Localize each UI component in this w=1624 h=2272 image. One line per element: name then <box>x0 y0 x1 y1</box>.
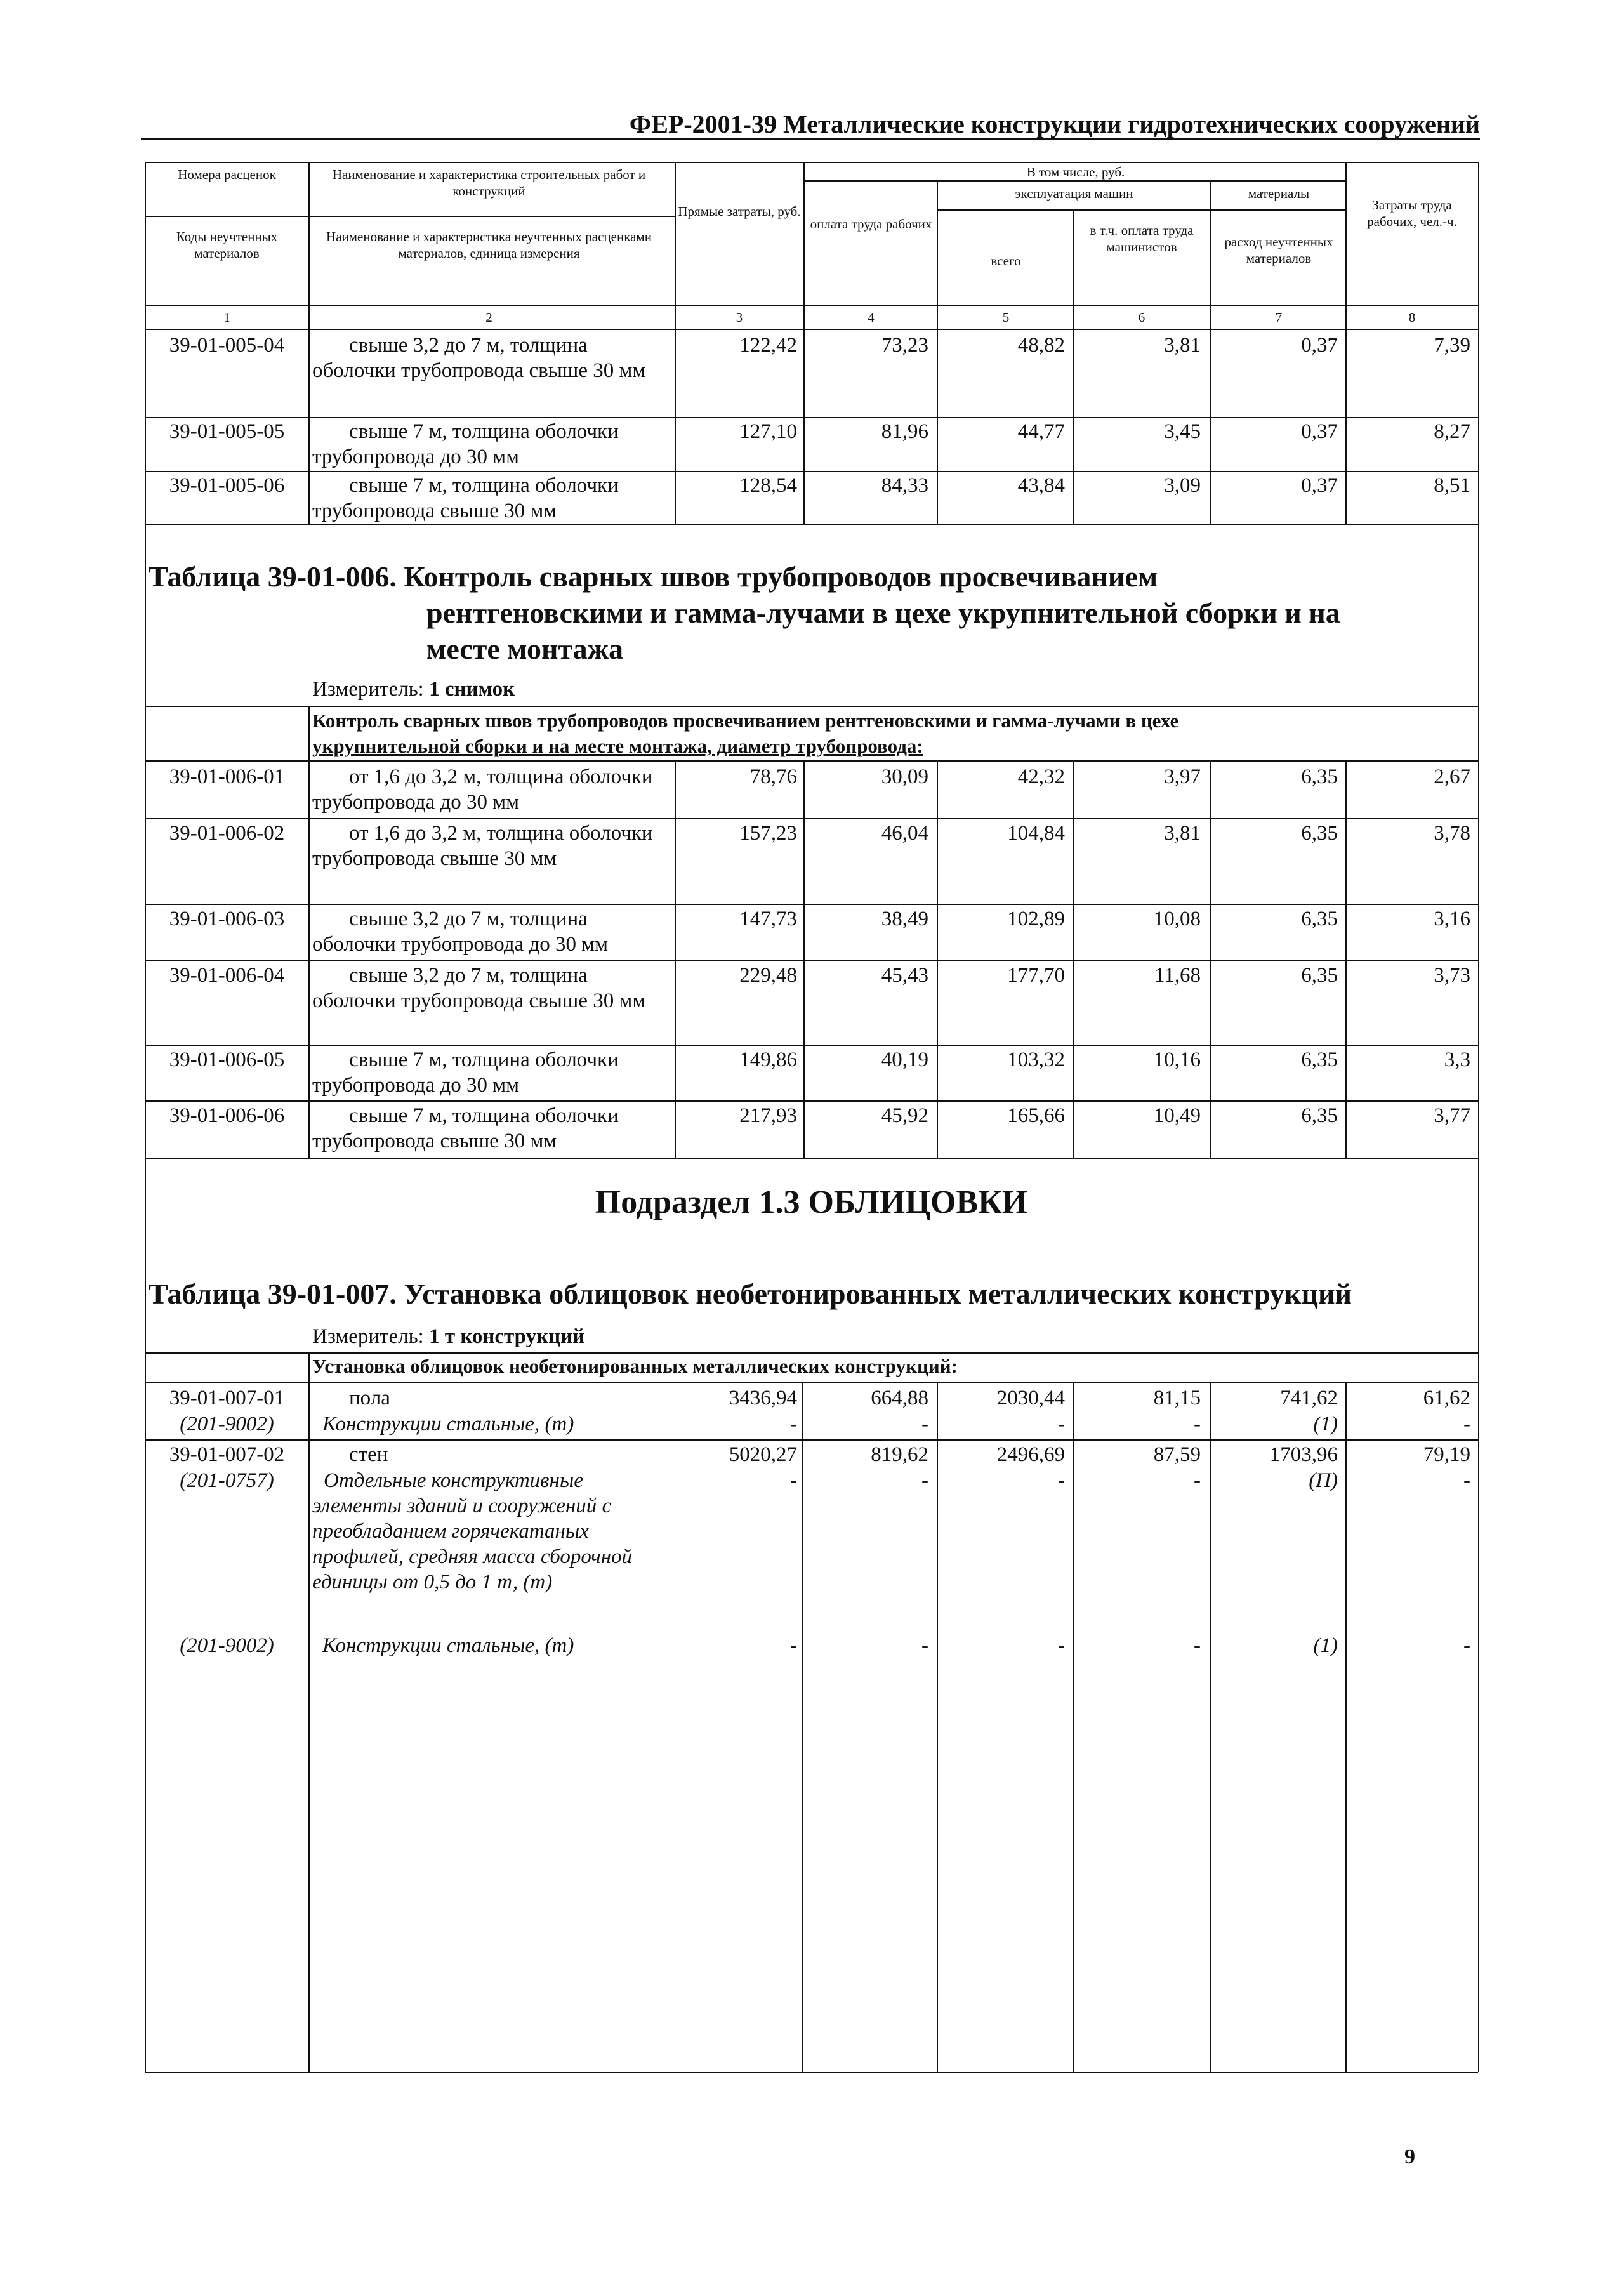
table3-measure-label: Измеритель: <box>312 1325 424 1348</box>
t3-r1-name: пола <box>349 1387 390 1410</box>
t2-r1-code: 39-01-006-01 <box>169 765 285 788</box>
t3-r2-code: (201-9002) <box>180 1413 274 1436</box>
t2-r4-machinist: 11,68 <box>1154 964 1201 987</box>
t2-r2-machines: 104,84 <box>1007 822 1065 845</box>
t2-r2-machinist: 3,81 <box>1164 822 1201 845</box>
t3-r4-machinist: - <box>1194 1469 1201 1492</box>
hdr-line-machines <box>938 209 1345 211</box>
t3-group-bottom <box>145 1382 1478 1383</box>
t2-r4-code: 39-01-006-04 <box>169 964 285 987</box>
table2-group-line1: Контроль сварных швов трубопроводов просвечиванием рентгеновскими и гамма-лучами в цехе <box>312 710 1179 732</box>
t3-r5-machines: - <box>1058 1634 1065 1657</box>
t2-r2-code: 39-01-006-02 <box>169 822 285 845</box>
t3-r2-materials: (1) <box>1313 1413 1338 1436</box>
t3-r1-machinist: 81,15 <box>1153 1387 1201 1410</box>
t3-r3-direct: 5020,27 <box>729 1443 797 1466</box>
t2-r6-machinist: 10,49 <box>1153 1104 1201 1127</box>
t3-r2-machinist: - <box>1194 1413 1201 1436</box>
t1-r1-materials: 0,37 <box>1301 334 1338 357</box>
t3-r4-machines: - <box>1058 1469 1065 1492</box>
t1-r3-labor: 8,51 <box>1434 474 1470 497</box>
col-direct: Прямые затраты, руб. <box>678 204 801 219</box>
t1-r3-materials: 0,37 <box>1301 474 1338 497</box>
table2-group-line2: укрупнительной сборки и на месте монтажа, диаметр трубопровода: <box>312 735 923 757</box>
t3-r1-direct: 3436,94 <box>729 1387 797 1410</box>
t2-r3-machines: 102,89 <box>1007 908 1065 930</box>
vline-1 <box>308 162 310 524</box>
t1-r1-name: свыше 3,2 до 7 м, толщина оболочки трубопровода свыше 30 мм <box>312 334 646 382</box>
t3-r2-name: Конструкции стальные, (т) <box>322 1413 574 1436</box>
t1-r2-machinist: 3,45 <box>1164 420 1201 443</box>
t2-sep-5 <box>145 1100 1478 1102</box>
t1-r1-machines: 48,82 <box>1017 334 1065 357</box>
col-including: В том числе, руб. <box>1026 164 1125 180</box>
t3-r5-materials: (1) <box>1313 1634 1338 1657</box>
t2-r3-machinist: 10,08 <box>1153 908 1201 930</box>
t3-r3-materials: 1703,96 <box>1269 1443 1338 1466</box>
t3-r3-machinist: 87,59 <box>1153 1443 1201 1466</box>
col-num-7: 7 <box>1275 310 1283 325</box>
t3-r3-machines: 2496,69 <box>996 1443 1065 1466</box>
t3-vline-2 <box>802 1382 803 2072</box>
t2-r3-direct: 147,73 <box>739 908 797 930</box>
t2-r1-labor: 2,67 <box>1434 765 1470 788</box>
t1-row-sep-1 <box>145 417 1478 418</box>
table2-title-line3: месте монтажа <box>426 633 623 665</box>
page-number: 9 <box>1404 2145 1415 2169</box>
t2-r6-labor: 3,77 <box>1434 1104 1470 1127</box>
t2-r1-name: от 1,6 до 3,2 м, толщина оболочки трубопровода до 30 мм <box>312 765 653 814</box>
t3-r1-labor: 61,62 <box>1423 1387 1470 1410</box>
t1-r3-machines: 43,84 <box>1017 474 1065 497</box>
t2-r2-materials: 6,35 <box>1301 822 1338 845</box>
t1-r1-machinist: 3,81 <box>1164 334 1201 357</box>
frame-right <box>1478 162 1479 2072</box>
t3-r5-name: Конструкции стальные, (т) <box>322 1634 574 1657</box>
t3-r4-code: (201-0757) <box>180 1469 274 1492</box>
t2-r2-direct: 157,23 <box>739 822 797 845</box>
t3-r1-materials: 741,62 <box>1280 1387 1338 1410</box>
t2-r5-direct: 149,86 <box>739 1048 797 1071</box>
t2-sep-4 <box>145 1045 1478 1046</box>
t3-r4-direct: - <box>790 1469 797 1492</box>
col-unaccounted: расход неучтенных материалов <box>1224 234 1333 266</box>
t1-bottom <box>145 524 1478 525</box>
t2-r5-name: свыше 7 м, толщина оболочки трубопровода до 30 мм <box>312 1048 619 1097</box>
t1-r3-labor-pay: 84,33 <box>881 474 928 497</box>
t3-r5-direct: - <box>790 1634 797 1657</box>
t3-sep-1 <box>145 1439 1478 1441</box>
table2-measure <box>312 678 515 701</box>
t1-r2-name: свыше 7 м, толщина оболочки трубопровода до 30 мм <box>312 420 619 468</box>
t1-r1-labor-pay: 73,23 <box>881 334 928 357</box>
t3-r5-labor: - <box>1463 1634 1470 1657</box>
t2-r6-code: 39-01-006-06 <box>169 1104 285 1127</box>
col-machines: эксплуатация машин <box>1015 186 1133 201</box>
t2-group-bottom <box>145 760 1478 762</box>
t3-r2-labor-pay: - <box>921 1413 928 1436</box>
t2-r5-materials: 6,35 <box>1301 1048 1338 1071</box>
t3-r3-code: 39-01-007-02 <box>169 1443 285 1466</box>
frame-bottom <box>145 2072 1478 2073</box>
t1-r1-direct: 122,42 <box>739 334 797 357</box>
t2-r6-labor-pay: 45,92 <box>881 1104 928 1127</box>
table2-measure-label: Измеритель: <box>312 678 424 701</box>
t3-r3-labor-pay: 819,62 <box>871 1443 928 1466</box>
t2-vline-3 <box>803 760 805 1158</box>
t3-r4-materials: (П) <box>1309 1469 1338 1492</box>
t1-r2-machines: 44,77 <box>1017 420 1065 443</box>
col-num-2: 2 <box>485 310 492 325</box>
col-labor: Затраты труда рабочих, чел.-ч. <box>1367 197 1457 229</box>
t2-vline-6 <box>1210 760 1211 1158</box>
t2-r5-code: 39-01-006-05 <box>169 1048 285 1071</box>
t3-r4-labor: - <box>1463 1469 1470 1492</box>
t1-r2-materials: 0,37 <box>1301 420 1338 443</box>
t1-r3-code: 39-01-005-06 <box>169 474 285 497</box>
t2-r4-machines: 177,70 <box>1007 964 1065 987</box>
t1-r1-code: 39-01-005-04 <box>169 334 285 357</box>
hdr-line-including <box>805 180 1345 182</box>
vline-2 <box>675 162 676 524</box>
col-labor-pay: оплата труда рабочих <box>810 216 932 232</box>
t2-r2-name: от 1,6 до 3,2 м, толщина оболочки трубопровода свыше 30 мм <box>312 822 653 870</box>
t3-r2-direct: - <box>790 1413 797 1436</box>
col-num-5: 5 <box>1002 310 1010 325</box>
t2-vline-5 <box>1073 760 1074 1158</box>
t2-r1-labor-pay: 30,09 <box>881 765 928 788</box>
col-materials: материалы <box>1248 186 1310 201</box>
table2-title-line1: Таблица 39-01-006. Контроль сварных швов трубопроводов просвечиванием <box>149 560 1158 593</box>
running-header: ФЕР-2001-39 Металлические конструкции гидротехнических сооружений <box>629 110 1480 138</box>
t2-r6-machines: 165,66 <box>1007 1104 1065 1127</box>
t2-top <box>145 706 1478 707</box>
table-top-border <box>145 162 1478 163</box>
t2-r3-code: 39-01-006-03 <box>169 908 285 930</box>
t2-vline-4 <box>937 760 938 1158</box>
t2-sep-2 <box>145 904 1478 905</box>
header-rule <box>141 138 1480 140</box>
hdr-line-nums <box>145 329 1478 330</box>
t2-vline-7 <box>1345 760 1347 1158</box>
subsection-title: Подраздел 1.3 ОБЛИЦОВКИ <box>595 1184 1028 1220</box>
t2-r3-name: свыше 3,2 до 7 м, толщина оболочки трубопровода до 30 мм <box>312 908 609 956</box>
col-name-top: Наименование и характеристика строительных работ и конструкций <box>332 167 646 199</box>
table3-group: Установка облицовок необетонированных металлических конструкций: <box>312 1355 958 1377</box>
table3-measure-value: 1 т конструкций <box>429 1325 585 1348</box>
t3-r5-machinist: - <box>1194 1634 1201 1657</box>
t3-r1-code: 39-01-007-01 <box>169 1387 285 1410</box>
t3-r1-machines: 2030,44 <box>996 1387 1065 1410</box>
col-machines-total: всего <box>991 253 1021 268</box>
t1-row-sep-2 <box>145 471 1478 472</box>
t2-r6-name: свыше 7 м, толщина оболочки трубопровода свыше 30 мм <box>312 1104 619 1153</box>
t2-r1-machinist: 3,97 <box>1164 765 1201 788</box>
t2-bottom <box>145 1158 1478 1159</box>
t2-vline-2 <box>675 760 676 1158</box>
col-code-bottom: Коды неучтенных материалов <box>176 229 278 261</box>
t1-r2-labor-pay: 81,96 <box>881 420 928 443</box>
col-name-bottom: Наименование и характеристика неучтенных расценками материалов, единица измерения <box>326 229 652 261</box>
table3-measure <box>312 1325 584 1349</box>
t2-r2-labor-pay: 46,04 <box>881 822 928 845</box>
t1-r1-labor: 7,39 <box>1434 334 1470 357</box>
col-num-1: 1 <box>223 310 230 325</box>
t1-r3-name: свыше 7 м, толщина оболочки трубопровода свыше 30 мм <box>312 474 619 522</box>
t3-r3-labor: 79,19 <box>1423 1443 1470 1466</box>
table3-title: Таблица 39-01-007. Установка облицовок необетонированных металлических конструкций <box>149 1278 1352 1310</box>
t2-r6-materials: 6,35 <box>1301 1104 1338 1127</box>
t2-r6-direct: 217,93 <box>739 1104 797 1127</box>
t3-r5-code: (201-9002) <box>180 1634 274 1657</box>
t1-r3-machinist: 3,09 <box>1164 474 1201 497</box>
hdr-line-bottom <box>145 305 1478 306</box>
t1-r3-direct: 128,54 <box>739 474 797 497</box>
t2-r3-labor: 3,16 <box>1434 908 1470 930</box>
t3-r2-machines: - <box>1058 1413 1065 1436</box>
col-code-top: Номера расценок <box>178 167 276 182</box>
col-machinist-pay: в т.ч. оплата труда машинистов <box>1090 223 1194 254</box>
t3-vline-1 <box>308 1352 310 2072</box>
t2-r5-labor-pay: 40,19 <box>881 1048 928 1071</box>
t2-r5-machinist: 10,16 <box>1153 1048 1201 1071</box>
t2-r3-labor-pay: 38,49 <box>881 908 928 930</box>
t1-r2-code: 39-01-005-05 <box>169 420 285 443</box>
t2-r1-machines: 42,32 <box>1017 765 1065 788</box>
table2-measure-value: 1 снимок <box>429 678 515 701</box>
t2-r5-machines: 103,32 <box>1007 1048 1065 1071</box>
t2-r4-labor: 3,73 <box>1434 964 1470 987</box>
t3-r2-labor: - <box>1463 1413 1470 1436</box>
t3-r4-name: Отдельные конструктивные элементы зданий и сооружений с преобладанием горячекатаных профилей, средняя масса сборочной единицы от 0,5 до 1 т, (т) <box>312 1469 633 1594</box>
t2-vline-1 <box>308 706 310 1158</box>
t2-sep-1 <box>145 818 1478 819</box>
col-num-3: 3 <box>736 310 743 325</box>
t2-r1-direct: 78,76 <box>749 765 797 788</box>
t2-r2-labor: 3,78 <box>1434 822 1470 845</box>
t2-r3-materials: 6,35 <box>1301 908 1338 930</box>
t2-r5-labor: 3,3 <box>1444 1048 1470 1071</box>
t3-r3-name: стен <box>349 1443 388 1466</box>
t2-r4-materials: 6,35 <box>1301 964 1338 987</box>
col-num-4: 4 <box>868 310 875 325</box>
col-num-8: 8 <box>1408 310 1416 325</box>
t1-r2-direct: 127,10 <box>739 420 797 443</box>
t3-r1-labor-pay: 664,88 <box>871 1387 928 1410</box>
t3-r4-labor-pay: - <box>921 1469 928 1492</box>
t2-sep-3 <box>145 960 1478 961</box>
t1-r2-labor: 8,27 <box>1434 420 1470 443</box>
t3-r5-labor-pay: - <box>921 1634 928 1657</box>
hdr-line-code-split <box>145 216 676 217</box>
t2-r4-name: свыше 3,2 до 7 м, толщина оболочки трубопровода свыше 30 мм <box>312 964 646 1012</box>
table2-title-line2: рентгеновскими и гамма-лучами в цехе укрупнительной сборки и на <box>426 597 1340 629</box>
col-num-6: 6 <box>1138 310 1145 325</box>
t2-r4-direct: 229,48 <box>739 964 797 987</box>
t2-r1-materials: 6,35 <box>1301 765 1338 788</box>
t2-r4-labor-pay: 45,43 <box>881 964 928 987</box>
